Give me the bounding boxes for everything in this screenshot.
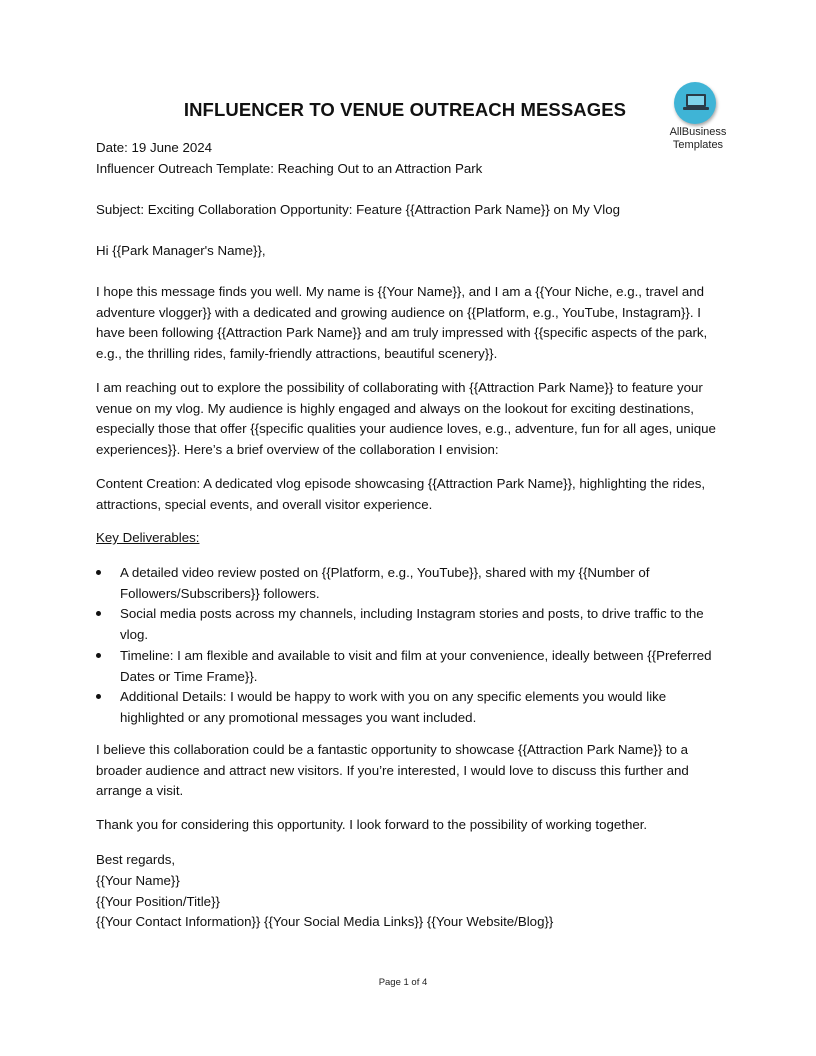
sign-off: Best regards, <box>96 852 176 867</box>
logo-text-line2: Templates <box>672 139 724 151</box>
intro-paragraph: I hope this message finds you well. My name is {{Your Name}}, and I am a {{Your Niche, e.g., travel and adventure vlogger}} with a dedicated and growing audience on {{Platform, e.g., YouTube, Instagram}}. I have been following {{Attraction Park Name}} and am truly impressed with {{specific aspects of the park, e.g., the thrilling rides, family-friendly attractions, beautiful scenery}}. <box>96 284 708 362</box>
signature-position: {{Your Position/Title}} <box>96 893 220 909</box>
collaboration-paragraph: I am reaching out to explore the possibility of collaborating with {{Attraction Park Name}} to feature your venue on my vlog. My audience is highly engaged and always on the lookout for exciting destinations, especially those that offer {{specific qualities your audience loves, e.g., adventure, fun for all ages, unique experiences}}. Here’s a brief overview of the collaboration I envision: <box>96 380 716 458</box>
content-creation-paragraph: Content Creation: A dedicated vlog episode showcasing {{Attraction Park Name}}, highlighting the rides, attractions, special events, and overall visitor experience. <box>96 476 706 512</box>
closing-paragraph: I believe this collaboration could be a fantastic opportunity to showcase {{Attraction Park Name}} to a broader audience and attract new visitors. If you’re interested, I would love to discuss this further and arrange a visit. <box>96 742 689 799</box>
date-line: Date: 19 June 2024 <box>96 140 213 155</box>
brand-logo <box>660 80 740 155</box>
document-title: INFLUENCER TO VENUE OUTREACH MESSAGES <box>183 99 627 120</box>
list-item-text: A detailed video review posted on {{Platform, e.g., YouTube}}, shared with my {{Number of Followers/Subscribers}} followers. <box>120 565 650 601</box>
greeting: Hi {{Park Manager's Name}}, <box>96 243 266 258</box>
template-line: Influencer Outreach Template: Reaching Out to an Attraction Park <box>96 161 483 176</box>
list-item <box>96 563 718 604</box>
bullet-icon <box>96 611 101 616</box>
page-number: Page 1 of 4 <box>378 977 428 988</box>
list-item-text: Social media posts across my channels, including Instagram stories and posts, to drive traffic to the vlog. <box>120 606 704 643</box>
thanks-line: Thank you for considering this opportunity. I look forward to the possibility of working together. <box>96 817 648 832</box>
signature-contact: {{Your Contact Information}} {{Your Social Media Links}} {{Your Website/Blog}} <box>96 914 554 930</box>
list-item-text: Timeline: I am flexible and available to visit and film at your convenience, ideally between {{Preferred Dates or Time Frame}}. <box>120 647 712 684</box>
deliverables-list <box>96 563 718 729</box>
subject-line: Subject: Exciting Collaboration Opportunity: Feature {{Attraction Park Name}} on My Vlog <box>96 202 621 217</box>
bullet-icon <box>96 653 101 658</box>
key-deliverables-heading: Key Deliverables: <box>96 530 200 545</box>
bullet-icon <box>96 694 101 699</box>
laptop-icon <box>682 90 710 114</box>
logo-text <box>660 126 736 152</box>
list-item <box>96 604 718 645</box>
logo-text-line1: AllBusiness <box>669 126 727 138</box>
list-item <box>96 687 718 728</box>
list-item <box>96 646 718 687</box>
list-item-text: Additional Details: I would be happy to work with you on any specific elements you would like highlighted or any promotional messages you want included. <box>120 689 667 726</box>
signature-name: {{Your Name}} <box>96 872 180 888</box>
signature-block <box>96 850 553 933</box>
bullet-icon <box>96 570 101 575</box>
